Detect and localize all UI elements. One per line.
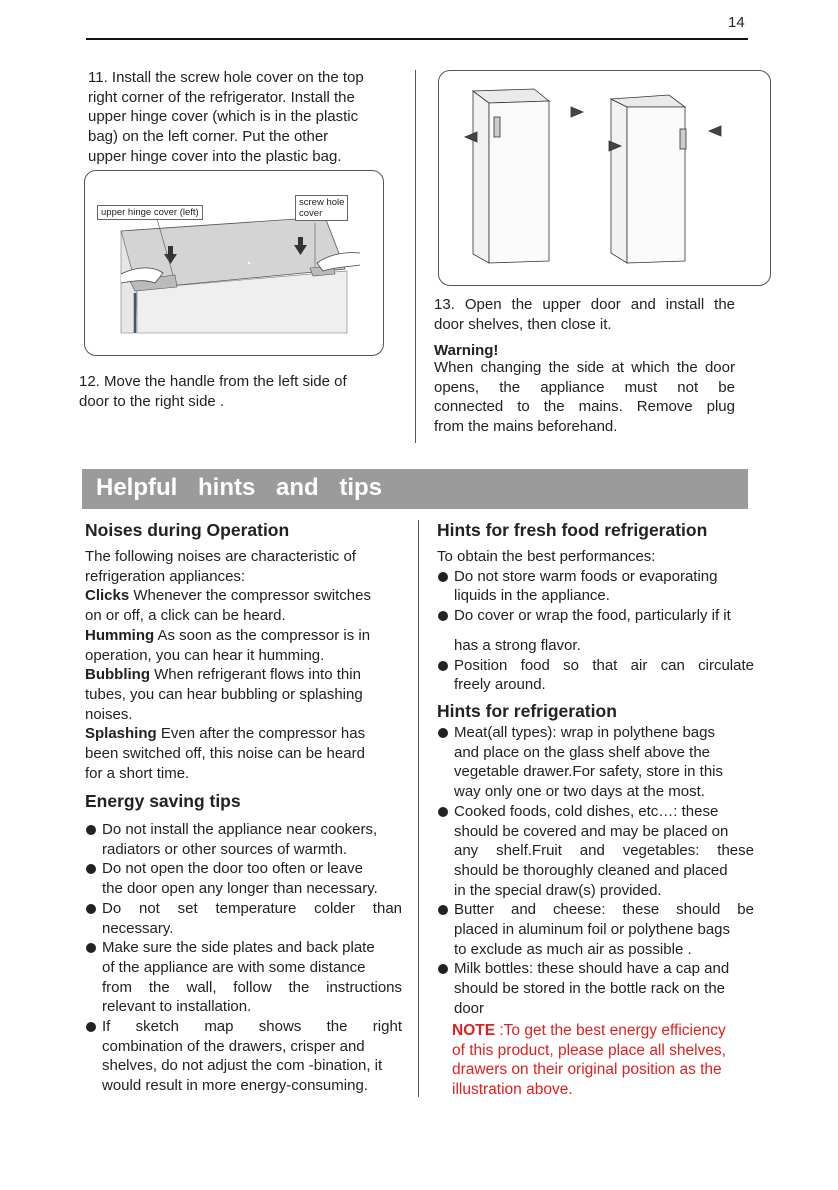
line-text: been switched off, this noise can be heard: [85, 745, 365, 763]
line-text: :To get the best energy efficiency: [495, 1022, 726, 1039]
line-text: on or off, a click can be heard.: [85, 607, 286, 625]
spacer: [437, 626, 754, 636]
text-line: [85, 567, 403, 587]
refrigerator-before: [465, 89, 583, 263]
line-text: in the special draw(s) provided.: [454, 881, 662, 899]
line-text: bag) on the left corner. Put the other: [88, 128, 329, 146]
text-line: [85, 879, 402, 899]
line-text: any shelf.Fruit and vegetables: these: [454, 842, 754, 860]
text-line: [437, 547, 754, 567]
text-line: [85, 547, 403, 567]
text-line: [437, 841, 754, 861]
section-banner: [82, 469, 748, 509]
bullet-item: [437, 606, 754, 626]
noises-text: [85, 547, 403, 783]
line-text: liquids in the appliance.: [454, 587, 610, 605]
bold-term: Bubbling: [85, 666, 150, 684]
energy-list: [85, 820, 402, 1096]
line-text: If sketch map shows the right: [102, 1018, 402, 1036]
header-rule: [86, 38, 748, 40]
line-text: upper hinge cover (which is in the plastic: [88, 108, 359, 126]
line-text: The following noises are characteristic of: [85, 548, 356, 565]
line-text: of this product, please place all shelves,: [452, 1041, 726, 1059]
bullet-icon: [438, 572, 448, 582]
line-text: should be stored in the bottle rack on the: [454, 980, 726, 998]
text-line: [437, 861, 754, 881]
line-text: refrigeration appliances:: [85, 567, 246, 585]
line-text: When changing the side at which the door: [434, 359, 735, 376]
line-text: should be covered and may be placed on: [454, 822, 729, 840]
text-line: [79, 372, 379, 392]
text-line: [85, 840, 402, 860]
door-reversal-illustration: [438, 70, 771, 286]
bullet-icon: [86, 943, 96, 953]
line-text: Cooked foods, cold dishes, etc…: these: [454, 802, 719, 820]
text-line: [85, 1056, 402, 1076]
bullet-icon: [438, 661, 448, 671]
text-line: [85, 685, 403, 705]
text-line: [452, 1060, 752, 1080]
bullet-icon: [86, 1022, 96, 1032]
line-text: the door open any longer than necessary.: [102, 880, 378, 898]
bullet-item: [437, 656, 754, 676]
line-text: operation, you can hear it humming.: [85, 646, 325, 664]
text-line: [88, 68, 388, 88]
line-text: 12. Move the handle from the left side of: [79, 373, 347, 390]
refrigeration-heading: Hints for refrigeration: [437, 701, 617, 721]
bullet-item: [437, 802, 754, 822]
text-line: [434, 397, 735, 417]
text-line: [437, 636, 754, 656]
line-text: from the mains beforehand.: [434, 418, 618, 436]
line-text: door shelves, then close it.: [434, 315, 612, 333]
bullet-icon: [86, 825, 96, 835]
label-upper-hinge-cover: upper hinge cover (left): [97, 205, 203, 220]
fresh-food-heading: Hints for fresh food refrigeration: [437, 520, 708, 540]
line-text: Butter and cheese: these should be: [454, 901, 754, 919]
text-line: [452, 1041, 752, 1061]
text-line: [85, 586, 403, 606]
line-text: Do not install the appliance near cookers,: [102, 821, 378, 838]
text-line: [434, 358, 735, 378]
line-text: radiators or other sources of warmth.: [102, 840, 348, 858]
bullet-item: [437, 959, 754, 979]
line-text: Even after the compressor has: [156, 725, 366, 743]
text-line: [437, 999, 754, 1019]
column-divider-bottom: [418, 520, 419, 1097]
line-text: should be thoroughly cleaned and placed: [454, 861, 728, 879]
text-line: [437, 743, 754, 763]
bullet-icon: [86, 904, 96, 914]
line-text: would result in more energy-consuming.: [102, 1077, 368, 1095]
line-text: necessary.: [102, 919, 174, 937]
step-13-text: [434, 295, 735, 334]
line-text: Do not set temperature colder than: [102, 899, 402, 917]
label-screw-hole-cover: [295, 195, 348, 221]
line-text: Position food so that air can circulate: [454, 656, 754, 674]
column-divider-top: [415, 70, 416, 443]
text-line: [79, 392, 379, 412]
text-line: [88, 147, 388, 167]
line-text: 13. Open the upper door and install the: [434, 296, 735, 313]
text-line: [437, 586, 754, 606]
text-line: [85, 997, 402, 1017]
line-text: Milk bottles: these should have a cap and: [454, 960, 730, 978]
text-line: [85, 764, 403, 784]
bullet-icon: [86, 864, 96, 874]
bold-term: Humming: [85, 626, 155, 644]
text-line: [85, 705, 403, 725]
step-11-text: [88, 68, 388, 167]
bold-term: NOTE: [452, 1022, 496, 1039]
line-text: Whenever the compressor switches: [129, 587, 371, 605]
bullet-item: [437, 723, 754, 743]
line-text: Meat(all types): wrap in polythene bags: [454, 724, 715, 741]
bullet-icon: [438, 611, 448, 621]
text-line: [437, 940, 754, 960]
text-line: [85, 1037, 402, 1057]
line-text: When refrigerant flows into thin: [149, 666, 361, 684]
line-text: noises.: [85, 705, 133, 723]
line-text: from the wall, follow the instructions: [102, 978, 402, 996]
text-line: [434, 417, 735, 437]
bullet-item: [437, 900, 754, 920]
bold-term: Splashing: [85, 725, 157, 743]
line-text: To obtain the best performances:: [437, 548, 656, 565]
text-line: [85, 665, 403, 685]
line-text: placed in aluminum foil or polythene bags: [454, 921, 730, 939]
line-text: door to the right side .: [79, 392, 225, 410]
line-text: combination of the drawers, crisper and: [102, 1037, 365, 1055]
text-line: [437, 675, 754, 695]
text-line: [437, 762, 754, 782]
line-text: drawers on their original position as the: [452, 1061, 722, 1079]
line-text: freely around.: [454, 676, 546, 694]
line-text: of the appliance are with some distance: [102, 958, 366, 976]
line-text: illustration above.: [452, 1080, 573, 1098]
bullet-item: [85, 1017, 402, 1037]
label-screw-hole-line1: screw hole: [299, 197, 345, 208]
text-line: [437, 920, 754, 940]
line-text: door: [454, 999, 485, 1017]
line-text: upper hinge cover into the plastic bag.: [88, 147, 342, 165]
bullet-item: [437, 567, 754, 587]
step-12-text: [79, 372, 379, 411]
line-text: way only one or two days at the most.: [454, 783, 705, 801]
line-text: relevant to installation.: [102, 998, 252, 1016]
line-text: connected to the mains. Remove plug: [434, 398, 735, 416]
bullet-item: [85, 938, 402, 958]
text-line: [452, 1021, 752, 1041]
text-line: [85, 606, 403, 626]
line-text: shelves, do not adjust the com -bination, it: [102, 1057, 383, 1075]
page-number: 14: [728, 14, 745, 31]
bullet-icon: [438, 807, 448, 817]
text-line: [88, 88, 388, 108]
energy-heading: Energy saving tips: [85, 791, 241, 811]
text-line: [85, 646, 403, 666]
fresh-food-list: [437, 547, 754, 695]
line-text: Do not store warm foods or evaporating: [454, 567, 718, 585]
text-line: [437, 979, 754, 999]
label-screw-hole-line2: cover: [299, 208, 323, 219]
line-text: tubes, you can hear bubbling or splashing: [85, 685, 363, 703]
text-line: [437, 782, 754, 802]
refrigeration-list: [437, 723, 754, 1019]
text-line: [85, 724, 403, 744]
refrigerator-after: [609, 95, 721, 263]
text-line: [434, 378, 735, 398]
text-line: [85, 978, 402, 998]
text-line: [437, 822, 754, 842]
refrigerators-illustration: [439, 71, 770, 285]
warning-text: [434, 358, 735, 437]
text-line: [88, 127, 388, 147]
bullet-item: [85, 820, 402, 840]
warning-title: Warning!: [434, 342, 499, 359]
bullet-icon: [438, 964, 448, 974]
line-text: 11. Install the screw hole cover on the top: [88, 69, 364, 86]
line-text: right corner of the refrigerator. Install the: [88, 88, 355, 106]
text-line: [434, 315, 735, 335]
line-text: and place on the glass shelf above the: [454, 743, 711, 761]
text-line: [85, 919, 402, 939]
text-line: [437, 881, 754, 901]
line-text: Do cover or wrap the food, particularly if it: [454, 607, 731, 625]
line-text: has a strong flavor.: [454, 636, 581, 654]
text-line: [85, 958, 402, 978]
text-line: [452, 1080, 752, 1100]
text-line: [88, 107, 388, 127]
bullet-icon: [438, 728, 448, 738]
line-text: Do not open the door too often or leave: [102, 860, 364, 878]
text-line: [85, 1076, 402, 1096]
section-banner-title: Helpful hints and tips: [96, 474, 382, 501]
line-text: for a short time.: [85, 764, 190, 782]
hinge-cover-illustration: [84, 170, 384, 356]
line-text: vegetable drawer.For safety, store in this: [454, 763, 724, 781]
line-text: to exclude as much air as possible .: [454, 940, 692, 958]
bullet-icon: [438, 905, 448, 915]
energy-note: [452, 1021, 752, 1099]
text-line: [85, 744, 403, 764]
text-line: [434, 295, 735, 315]
bullet-item: [85, 859, 402, 879]
line-text: As soon as the compressor is in: [154, 626, 371, 644]
bullet-item: [85, 899, 402, 919]
line-text: opens, the appliance must not be: [434, 378, 735, 396]
noises-heading: Noises during Operation: [85, 520, 290, 540]
text-line: [85, 626, 403, 646]
line-text: Make sure the side plates and back plate: [102, 939, 375, 957]
bold-term: Clicks: [85, 587, 130, 605]
